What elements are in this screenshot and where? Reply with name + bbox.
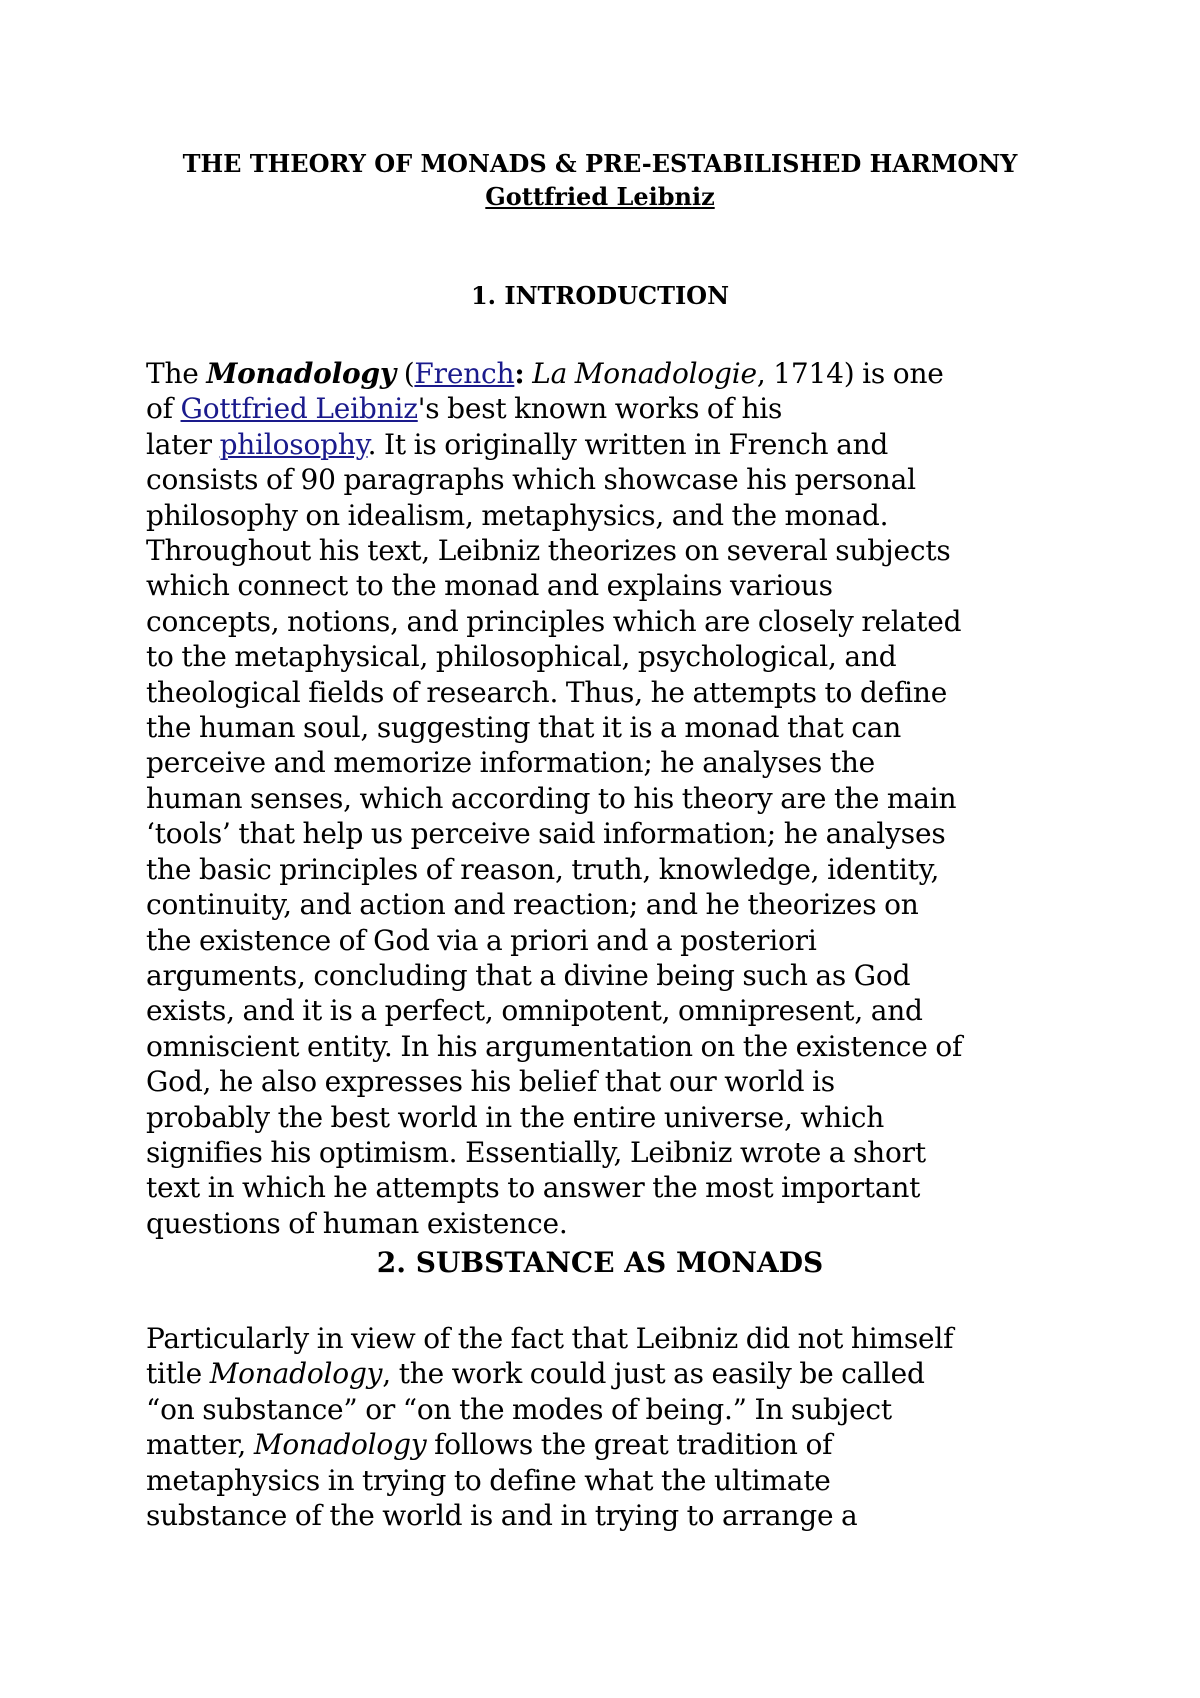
paragraph-line: Particularly in view of the fact that Leibniz did not himself <box>146 1322 954 1355</box>
introduction-paragraph <box>146 356 1066 1241</box>
paragraph-line: ‘tools’ that help us perceive said information; he analyses <box>146 817 946 851</box>
title-block <box>180 148 1020 213</box>
paragraph-line: philosophy on idealism, metaphysics, and the monad. <box>146 498 889 532</box>
paragraph-line: Throughout his text, Leibniz theorizes on several subjects <box>146 534 951 568</box>
gottfried-leibniz-link[interactable]: Gottfried Leibniz <box>180 392 418 426</box>
paragraph-line: arguments, concluding that a divine being such as God <box>146 958 911 992</box>
paragraph-line: substance of the world is and in trying to arrange a <box>146 1499 858 1533</box>
paragraph-line: title Monadology, the work could just as easily be called <box>146 1357 925 1391</box>
french-link[interactable]: French <box>414 357 515 390</box>
section-heading-introduction: 1. INTRODUCTION <box>470 281 730 310</box>
paragraph-line: consists of 90 paragraphs which showcase his personal <box>146 463 916 497</box>
paragraph-line: later philosophy. It is originally written in French and <box>146 427 889 461</box>
paragraph-line: “on substance” or “on the modes of being.” In subject <box>146 1392 892 1426</box>
section-heading-substance-as-monads: 2. SUBSTANCE AS MONADS <box>376 1246 824 1279</box>
paragraph-line: probably the best world in the entire universe, which <box>146 1100 885 1134</box>
la-monadologie-title: La Monadologie <box>532 357 757 390</box>
paragraph-line: matter, Monadology follows the great tradition of <box>146 1428 833 1462</box>
paragraph-line: which connect to the monad and explains various <box>146 569 833 603</box>
monadology-italic-title: Monadology <box>209 1357 383 1391</box>
paragraph-line: continuity, and action and reaction; and he theorizes on <box>146 888 919 922</box>
monadology-italic-title: Monadology <box>253 1428 427 1462</box>
paragraph-line: concepts, notions, and principles which are closely related <box>146 604 962 638</box>
paragraph-line: perceive and memorize information; he analyses the <box>146 746 876 780</box>
paragraph-line: God, he also expresses his belief that our world is <box>146 1065 835 1099</box>
paragraph-line: the basic principles of reason, truth, knowledge, identity, <box>146 852 940 886</box>
paragraph-line: the human soul, suggesting that it is a monad that can <box>146 711 902 745</box>
document-title: THE THEORY OF MONADS & PRE-ESTABILISHED HARMONY <box>182 149 1018 178</box>
paragraph-line: questions of human existence. <box>146 1206 568 1240</box>
paragraph-line: to the metaphysical, philosophical, psychological, and <box>146 640 897 674</box>
substance-paragraph <box>146 1321 1066 1533</box>
paragraph-line: the existence of God via a priori and a posteriori <box>146 923 817 957</box>
paragraph-line: omniscient entity. In his argumentation on the existence of <box>146 1029 963 1063</box>
paragraph-line: theological fields of research. Thus, he attempts to define <box>146 675 948 709</box>
paragraph-line: exists, and it is a perfect, omnipotent, omnipresent, and <box>146 994 923 1028</box>
philosophy-link[interactable]: philosophy <box>219 427 368 461</box>
paragraph-line: The Monadology (French: La Monadologie, 1714) is one <box>146 357 944 390</box>
paragraph-line: of Gottfried Leibniz's best known works of his <box>146 392 783 426</box>
document-author: Gottfried Leibniz <box>485 182 715 211</box>
paragraph-line: metaphysics in trying to define what the ultimate <box>146 1463 831 1497</box>
paragraph-line: human senses, which according to his theory are the main <box>146 781 957 815</box>
paragraph-line: text in which he attempts to answer the most important <box>146 1171 921 1205</box>
paragraph-line: signifies his optimism. Essentially, Leibniz wrote a short <box>146 1135 926 1169</box>
monadology-bold-title: Monadology <box>206 357 396 390</box>
